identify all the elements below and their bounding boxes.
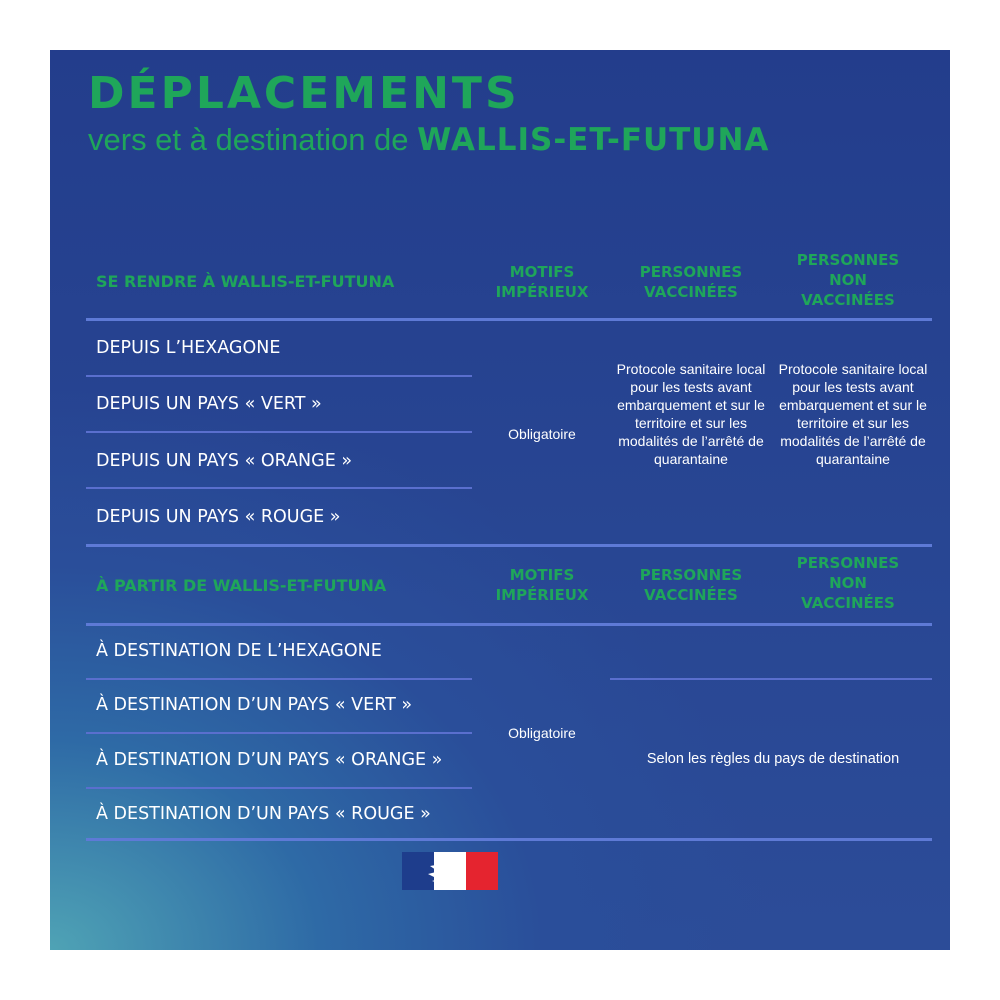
infographic-panel	[50, 50, 950, 950]
row-divider	[86, 487, 472, 489]
section1-col-non-vaccinees: PERSONNES NON VACCINÉES	[796, 251, 900, 309]
section1-row-vert: DEPUIS UN PAYS « VERT »	[96, 394, 322, 414]
section-divider	[86, 544, 932, 547]
section2-row-vert: À DESTINATION D’UN PAYS « VERT »	[96, 695, 413, 715]
section2-header: À PARTIR DE WALLIS-ET-FUTUNA	[96, 576, 387, 595]
section2-col-motifs: MOTIFS IMPÉRIEUX	[495, 566, 589, 604]
section2-motifs-value: Obligatoire	[508, 725, 576, 741]
section2-row-hexagone: À DESTINATION DE L’HEXAGONE	[96, 641, 382, 661]
subtitle-destination: WALLIS-ET-FUTUNA	[417, 122, 770, 158]
section1-col-motifs: MOTIFS IMPÉRIEUX	[495, 263, 589, 301]
section2-header-divider	[86, 623, 932, 626]
row-divider	[86, 732, 472, 734]
section2-col-non-vaccinees: PERSONNES NON VACCINÉES	[796, 554, 900, 612]
section1-non-vaccinees-value: Protocole sanitaire local pour les tests avant embarquement et sur le territoire et sur les modalités de l’arrêté de quarantaine	[778, 361, 928, 467]
section1-header: SE RENDRE À WALLIS-ET-FUTUNA	[96, 272, 395, 291]
row-divider	[86, 787, 472, 789]
page-title: DÉPLACEMENTS	[88, 68, 520, 119]
marianne-flag-icon	[402, 852, 498, 890]
section1-header-divider	[86, 318, 932, 321]
section1-col-vaccinees: PERSONNES VACCINÉES	[639, 263, 743, 301]
section1-row-rouge: DEPUIS UN PAYS « ROUGE »	[96, 507, 341, 527]
subtitle-prefix: vers et à destination de	[88, 122, 418, 157]
section2-col-vaccinees: PERSONNES VACCINÉES	[639, 566, 743, 604]
section1-motifs-value: Obligatoire	[508, 426, 576, 442]
section1-row-orange: DEPUIS UN PAYS « ORANGE »	[96, 451, 353, 471]
section1-row-hexagone: DEPUIS L’HEXAGONE	[96, 338, 281, 358]
section2-destination-value: Selon les règles du pays de destination	[646, 751, 900, 767]
page-subtitle	[88, 122, 769, 158]
table-bottom-divider	[86, 838, 932, 841]
row-divider	[86, 375, 472, 377]
row-divider	[86, 431, 472, 433]
row-divider	[86, 678, 472, 680]
destination-divider	[610, 678, 932, 680]
section1-vaccinees-value: Protocole sanitaire local pour les tests avant embarquement et sur le territoire et sur les modalités de l’arrêté de quarantaine	[616, 361, 766, 467]
section2-row-orange: À DESTINATION D’UN PAYS « ORANGE »	[96, 750, 443, 770]
section2-row-rouge: À DESTINATION D’UN PAYS « ROUGE »	[96, 804, 431, 824]
